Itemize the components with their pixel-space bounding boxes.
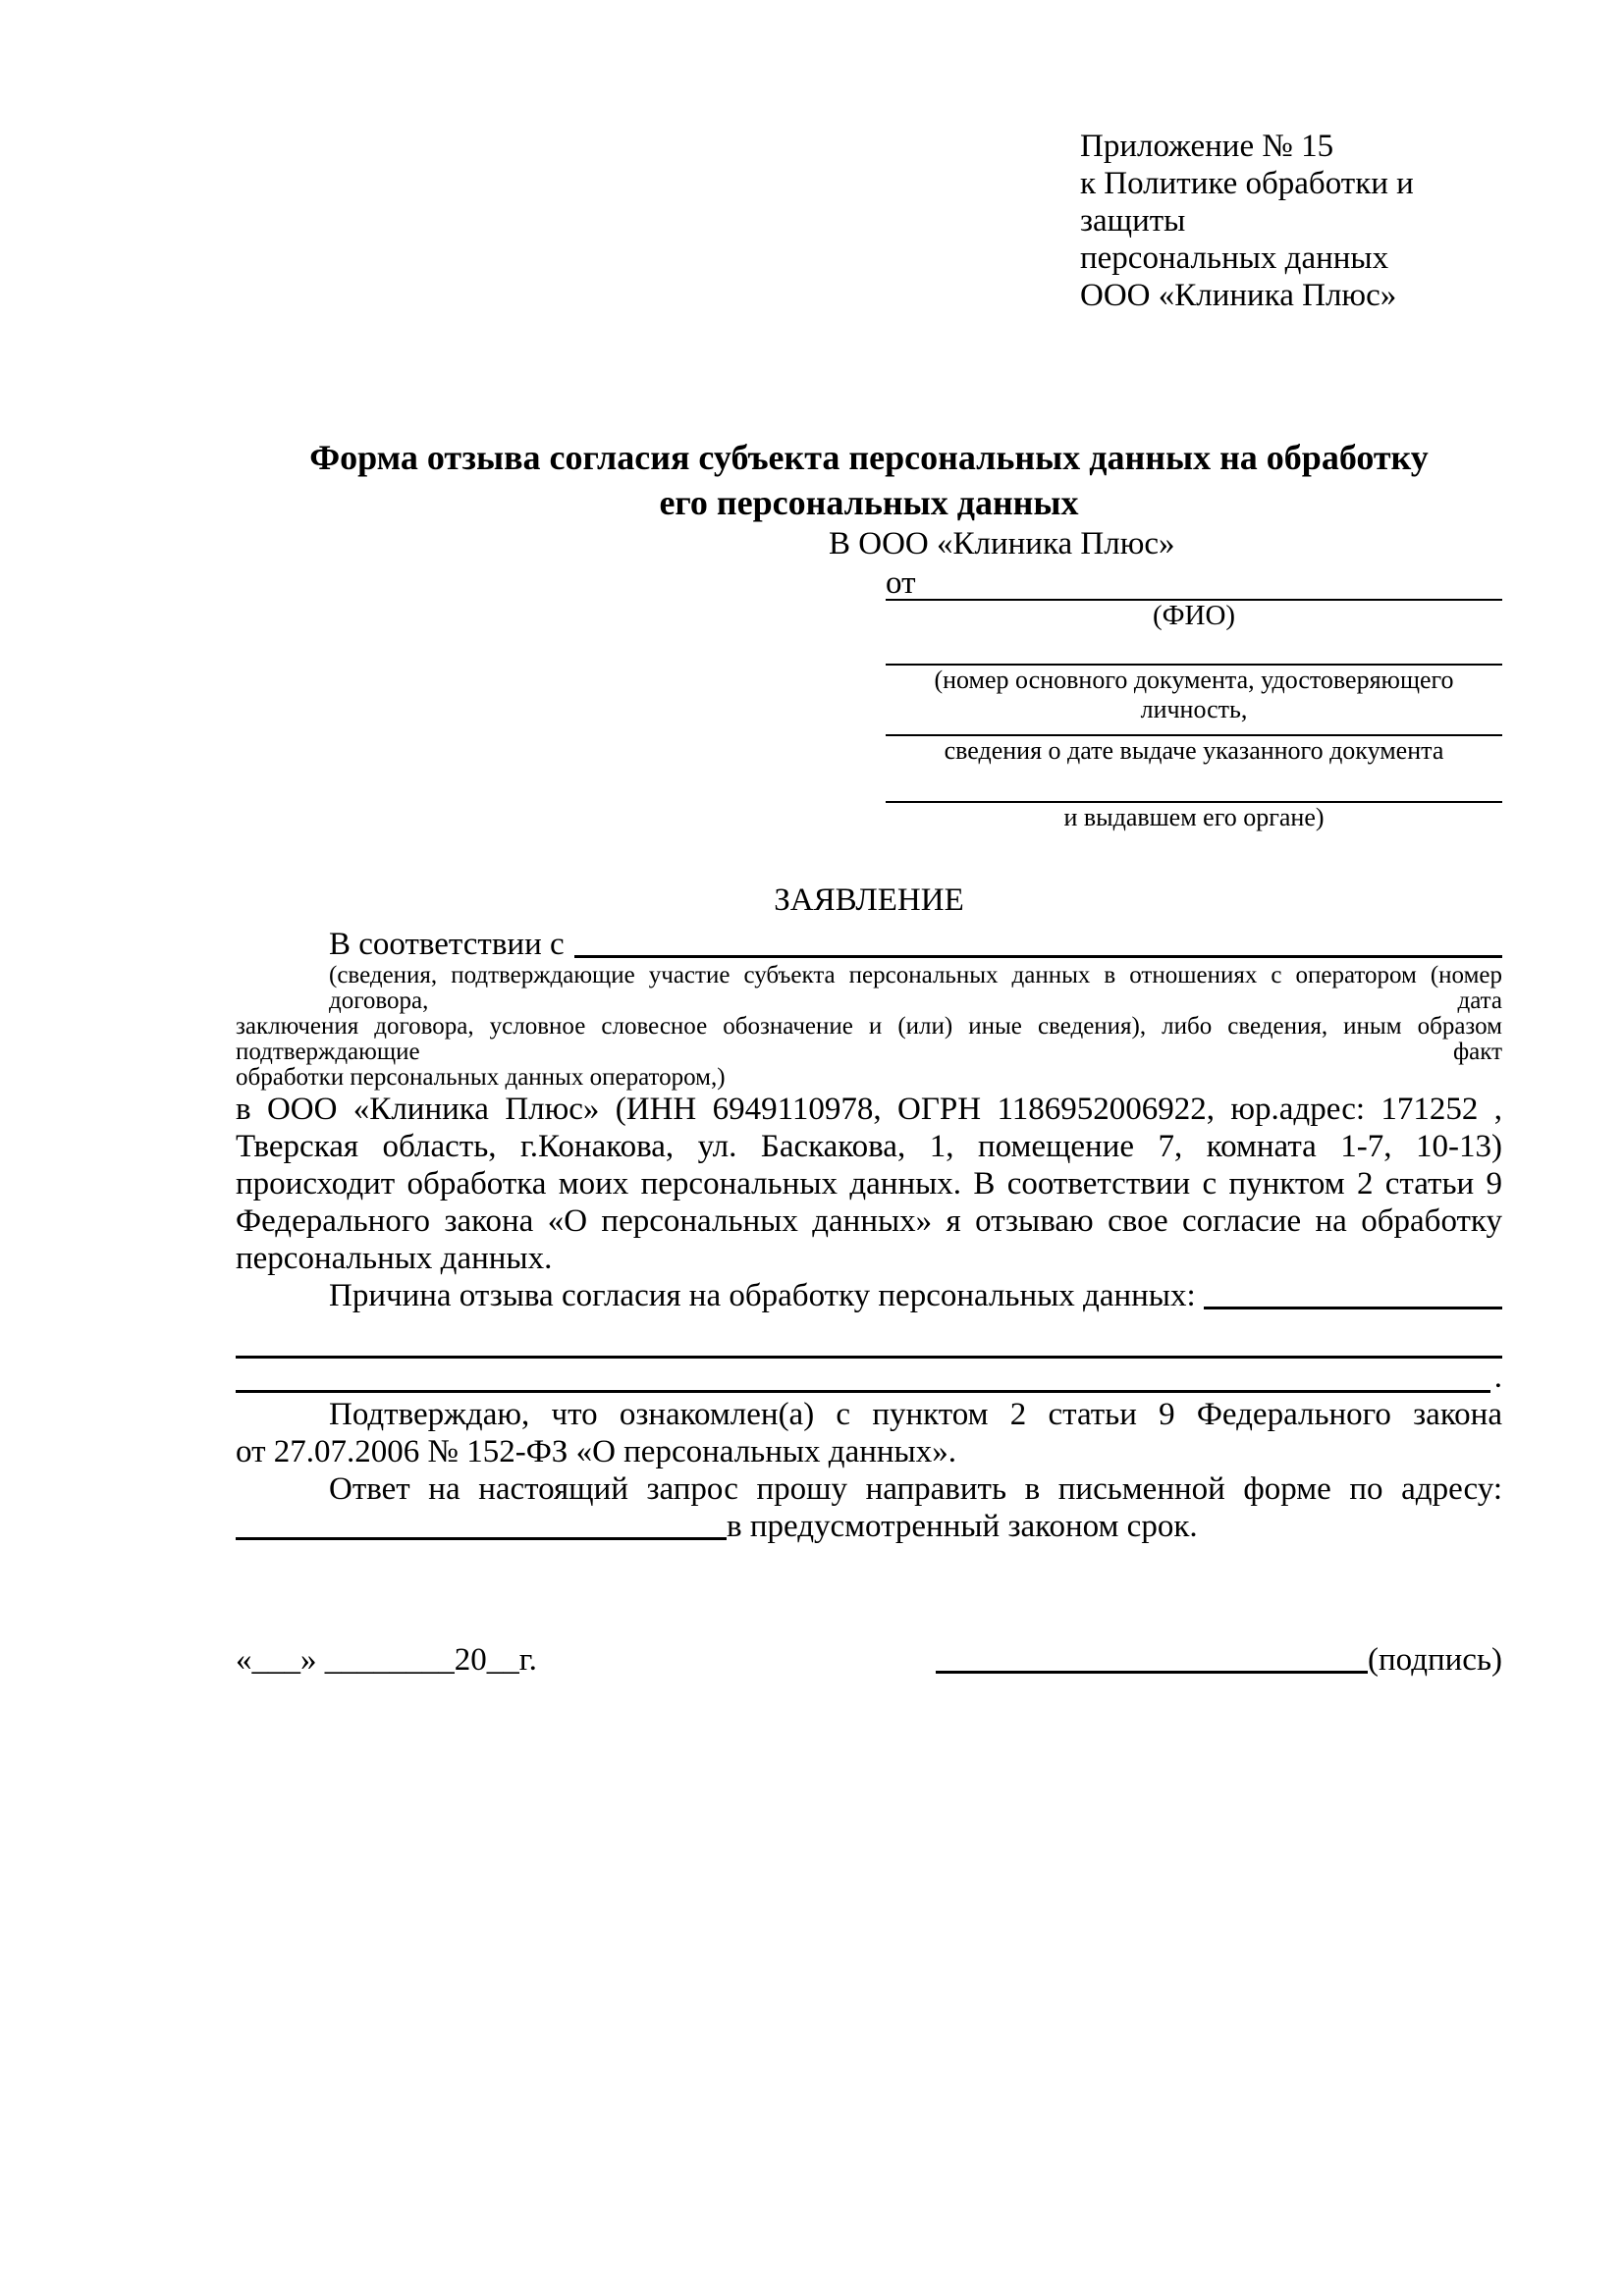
issue-date-caption: сведения о дате выдаче указанного документа xyxy=(944,736,1444,765)
date-placeholder: «___» ________20__г. xyxy=(236,1642,537,1678)
appendix-line: к Политике обработки и защиты xyxy=(1080,166,1414,239)
appendix-line: ООО «Клиника Плюс» xyxy=(1080,278,1397,313)
fio-caption: (ФИО) xyxy=(1152,600,1236,631)
reason-blank-line-3 xyxy=(236,1359,1502,1396)
statement-body-line: происходит обработка моих персональных данных. В соответствии с пунктом 2 статьи 9 xyxy=(236,1166,1502,1201)
footnote xyxy=(236,963,1502,1091)
reply-line: Ответ на настоящий запрос прошу направить в письменной форме по адресу: xyxy=(329,1471,1502,1507)
blank-line-terminator: . xyxy=(1493,1360,1502,1395)
footnote-line: (сведения, подтверждающие участие субъекта персональных данных в отношениях с оператором (номер договора, дата xyxy=(329,962,1502,1014)
reply-address-line xyxy=(236,1508,1502,1545)
statement-body-line: Федерального закона «О персональных данных» я отзываю свое согласие на обработку xyxy=(236,1203,1502,1239)
document-number-caption: (номер основного документа, удостоверяющего личность, xyxy=(934,666,1454,723)
addressee-to: В ООО «Клиника Плюс» xyxy=(829,526,1175,561)
signature-area xyxy=(936,1641,1502,1679)
document-title xyxy=(236,435,1502,525)
confirm-line: от 27.07.2006 № 152-ФЗ «О персональных данных». xyxy=(236,1434,956,1469)
addressee-from-blank: от xyxy=(886,564,1502,601)
intro-line xyxy=(236,926,1502,963)
confirm-line: Подтверждаю, что ознакомлен(а) с пунктом 2 статьи 9 Федерального закона xyxy=(329,1397,1502,1432)
address-blank-line xyxy=(236,1508,727,1540)
statement-body-line: в ООО «Клиника Плюс» (ИНН 6949110978, ОГРН 1186952006922, юр.адрес: 171252 , xyxy=(236,1092,1502,1127)
reason-blank-line-2 xyxy=(236,1314,1502,1359)
addressee-block xyxy=(829,525,1502,834)
reason-prefix: Причина отзыва согласия на обработку персональных данных: xyxy=(329,1278,1196,1313)
footnote-line: заключения договора, условное словесное обозначение и (или) иные сведения), либо сведения, иным образом подтверждающие факт xyxy=(236,1013,1502,1065)
statement-body xyxy=(236,1091,1502,1277)
document-number-blank xyxy=(886,630,1502,666)
reason-blank-line xyxy=(1204,1277,1502,1309)
statement-body-line: Тверская область, г.Конакова, ул. Баскакова, 1, помещение 7, комната 1-7, 10-13) xyxy=(236,1129,1502,1164)
signature-caption: (подпись) xyxy=(1368,1642,1502,1678)
document-title-line: его персональных данных xyxy=(659,483,1079,522)
statement-body-line: персональных данных. xyxy=(236,1241,553,1276)
issuing-authority-caption: и выдавшем его органе) xyxy=(1063,803,1325,831)
reply-tail: в предусмотренный законом срок. xyxy=(727,1509,1198,1544)
statement-heading: ЗАЯВЛЕНИЕ xyxy=(774,882,964,918)
appendix-block xyxy=(1080,0,1502,314)
reason-blank-line-3-rule xyxy=(236,1359,1490,1393)
issuing-authority-blank xyxy=(886,766,1502,803)
intro-blank-line xyxy=(574,926,1502,958)
document-title-line: Форма отзыва согласия субъекта персональных данных на обработку xyxy=(309,438,1429,477)
footnote-line: обработки персональных данных оператором,) xyxy=(236,1064,726,1091)
signature-blank-line xyxy=(936,1671,1368,1674)
appendix-line: персональных данных xyxy=(1080,240,1389,276)
signature-row xyxy=(236,1639,1502,1679)
confirm-paragraph xyxy=(236,1396,1502,1470)
reason-line xyxy=(236,1277,1502,1314)
appendix-line: Приложение № 15 xyxy=(1080,129,1334,164)
intro-prefix: В соответствии с xyxy=(329,927,565,962)
